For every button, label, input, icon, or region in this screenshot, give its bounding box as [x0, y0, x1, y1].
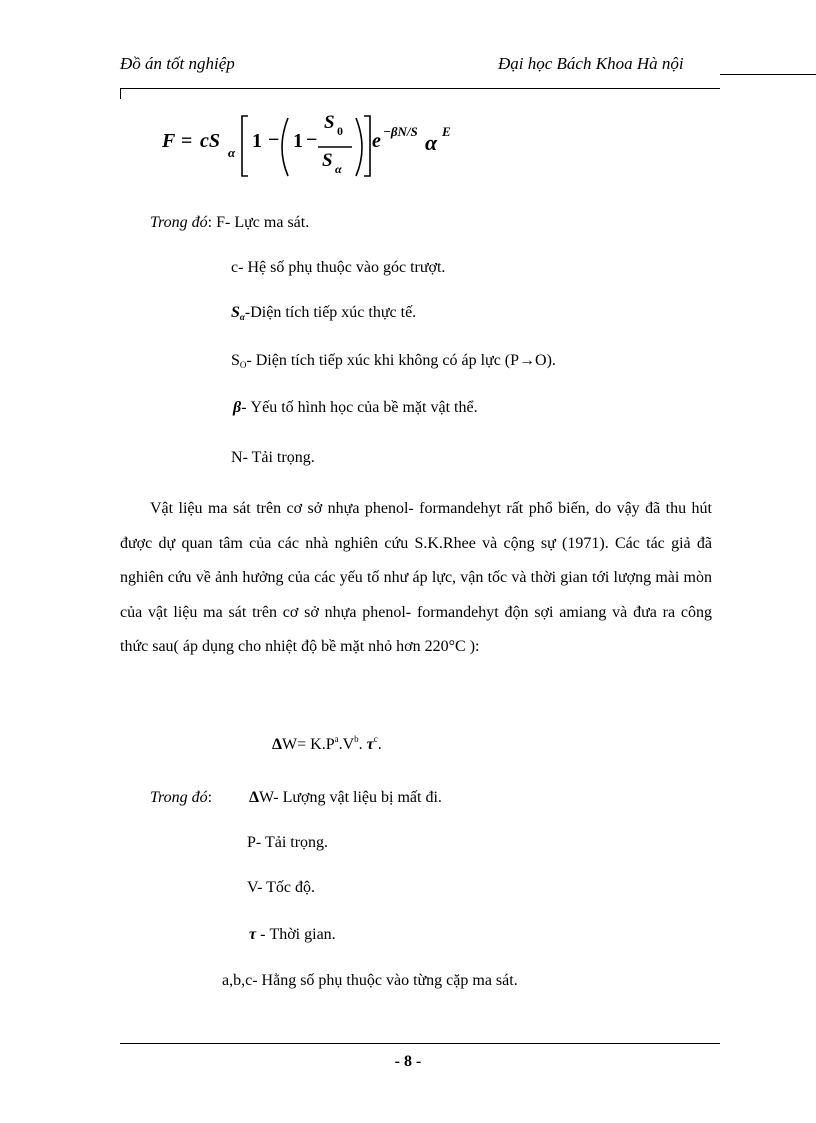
formula1-alpha-power: E [442, 124, 451, 139]
formula1-eq: = [181, 130, 193, 152]
legend2-row-2 [247, 879, 315, 897]
legend2-desc: - Tải trọng. [255, 834, 329, 851]
legend2-desc: - Thời gian. [256, 926, 336, 943]
formula1-alpha: α [425, 130, 438, 155]
header-rule [120, 88, 720, 89]
legend2-symbol: P [247, 834, 256, 851]
legend1-symbol: N [231, 449, 243, 466]
formula1-exp-base: e [372, 130, 381, 152]
formula2-tau: τ [366, 736, 374, 753]
legend2-row-0 [150, 789, 212, 807]
legend1-desc: - Tải trọng. [242, 449, 315, 466]
legend1-symbol: c [231, 259, 239, 276]
legend1-symbol: F [216, 214, 226, 231]
legend2-symbol: τ [249, 926, 257, 943]
formula1-one-a: 1 [252, 130, 262, 152]
legend1-desc: - Hệ số phụ thuộc vào góc trượt. [238, 259, 446, 276]
legend2-desc: - Hằng số phụ thuộc vào từng cặp ma sát. [252, 972, 518, 989]
legend1-symbol: S [231, 304, 240, 321]
formula1-minus-b: − [306, 129, 318, 151]
legend2-row-1 [247, 834, 328, 852]
formula2-tau-exp: c [373, 734, 378, 744]
formula2-dot: . [358, 736, 367, 753]
formula1-numerator: S [324, 112, 335, 133]
page-number: - 8 - [394, 1053, 422, 1070]
legend2-symbol: V [247, 879, 258, 896]
formula2-lhs: W= K.P [282, 736, 335, 753]
legend1-row-4 [233, 399, 478, 417]
legend1-row-0 [150, 214, 309, 232]
paragraph-text: Vật liệu ma sát trên cơ sở nhựa phenol- formandehyt rất phổ biến, do vậy đã thu hút được dự quan tâm của các nhà nghiên cứu S.K.Rhee và cộng sự (1971). Các tác giả đã nghiên cứu về ảnh hưởng của các yếu tố như áp lực, vận tốc và thời gian tới lượng mài mòn của vật liệu ma sát trên cơ sở nhựa phenol- formandehyt độn sợi amiang và đưa ra công thức sau( áp dụng cho nhiệt độ bề mặt nhỏ hơn 220°C ): [120, 500, 712, 655]
header-right: Đại học Bách Khoa Hà nội [498, 54, 684, 73]
legend1-symbol: S [231, 352, 240, 369]
legend2-desc: - Tốc độ. [257, 879, 316, 896]
formula-wear [272, 734, 382, 754]
formula1-exp-power: −βN/S [383, 124, 418, 139]
legend1-intro: Trong đó [150, 214, 208, 231]
legend2-row-4 [222, 972, 518, 990]
formula1-numerator-sub: 0 [337, 124, 343, 138]
formula2-delta: Δ [272, 736, 283, 753]
formula1-one-b: 1 [293, 130, 303, 152]
formula1-denominator: S [322, 150, 333, 171]
legend1-desc: - Yếu tố hình học của bề mặt vật thể. [241, 399, 478, 416]
legend2-colon: : [207, 789, 213, 806]
formula1-coef: cS [200, 130, 220, 152]
legend1-row-3 [231, 352, 556, 370]
legend1-row-2 [231, 304, 416, 322]
formula1-minus-a: − [268, 129, 280, 151]
legend2-row-0-item [249, 789, 442, 807]
legend2-row-3 [249, 926, 336, 944]
legend1-desc: - Lực ma sát. [225, 214, 310, 231]
legend1-desc: - Diện tích tiếp xúc khi không có áp lực (P→O). [246, 352, 556, 369]
formula2-end: . [377, 736, 382, 753]
formula2-v-exp: b [354, 734, 359, 744]
legend2-symbol: Δ [249, 789, 260, 806]
legend1-row-1 [231, 259, 445, 277]
formula2-p-exp: a [334, 734, 339, 744]
header-left: Đồ án tốt nghiệp [120, 54, 235, 73]
legend1-symbol-sub: α [239, 312, 245, 322]
legend2-symbol: a,b,c [222, 972, 253, 989]
legend2-desc: W- Lượng vật liệu bị mất đi. [259, 789, 442, 806]
header-rule-tick [120, 88, 121, 99]
legend1-symbol-sub: O [239, 360, 247, 370]
legend1-row-5 [231, 449, 315, 467]
footer-rule [120, 1043, 720, 1044]
legend1-colon: : [207, 214, 213, 231]
legend2-intro: Trong đó [150, 789, 208, 806]
formula1-denominator-sub: α [335, 162, 342, 176]
legend1-symbol: β [233, 399, 242, 416]
header-rule-right [720, 74, 816, 75]
body-paragraph [120, 492, 712, 665]
legend1-desc: -Diện tích tiếp xúc thực tế. [244, 304, 417, 321]
formula2-mid: .V [338, 736, 355, 753]
formula1-coef-sub: α [228, 145, 236, 160]
formula1-lhs: F [162, 130, 176, 152]
